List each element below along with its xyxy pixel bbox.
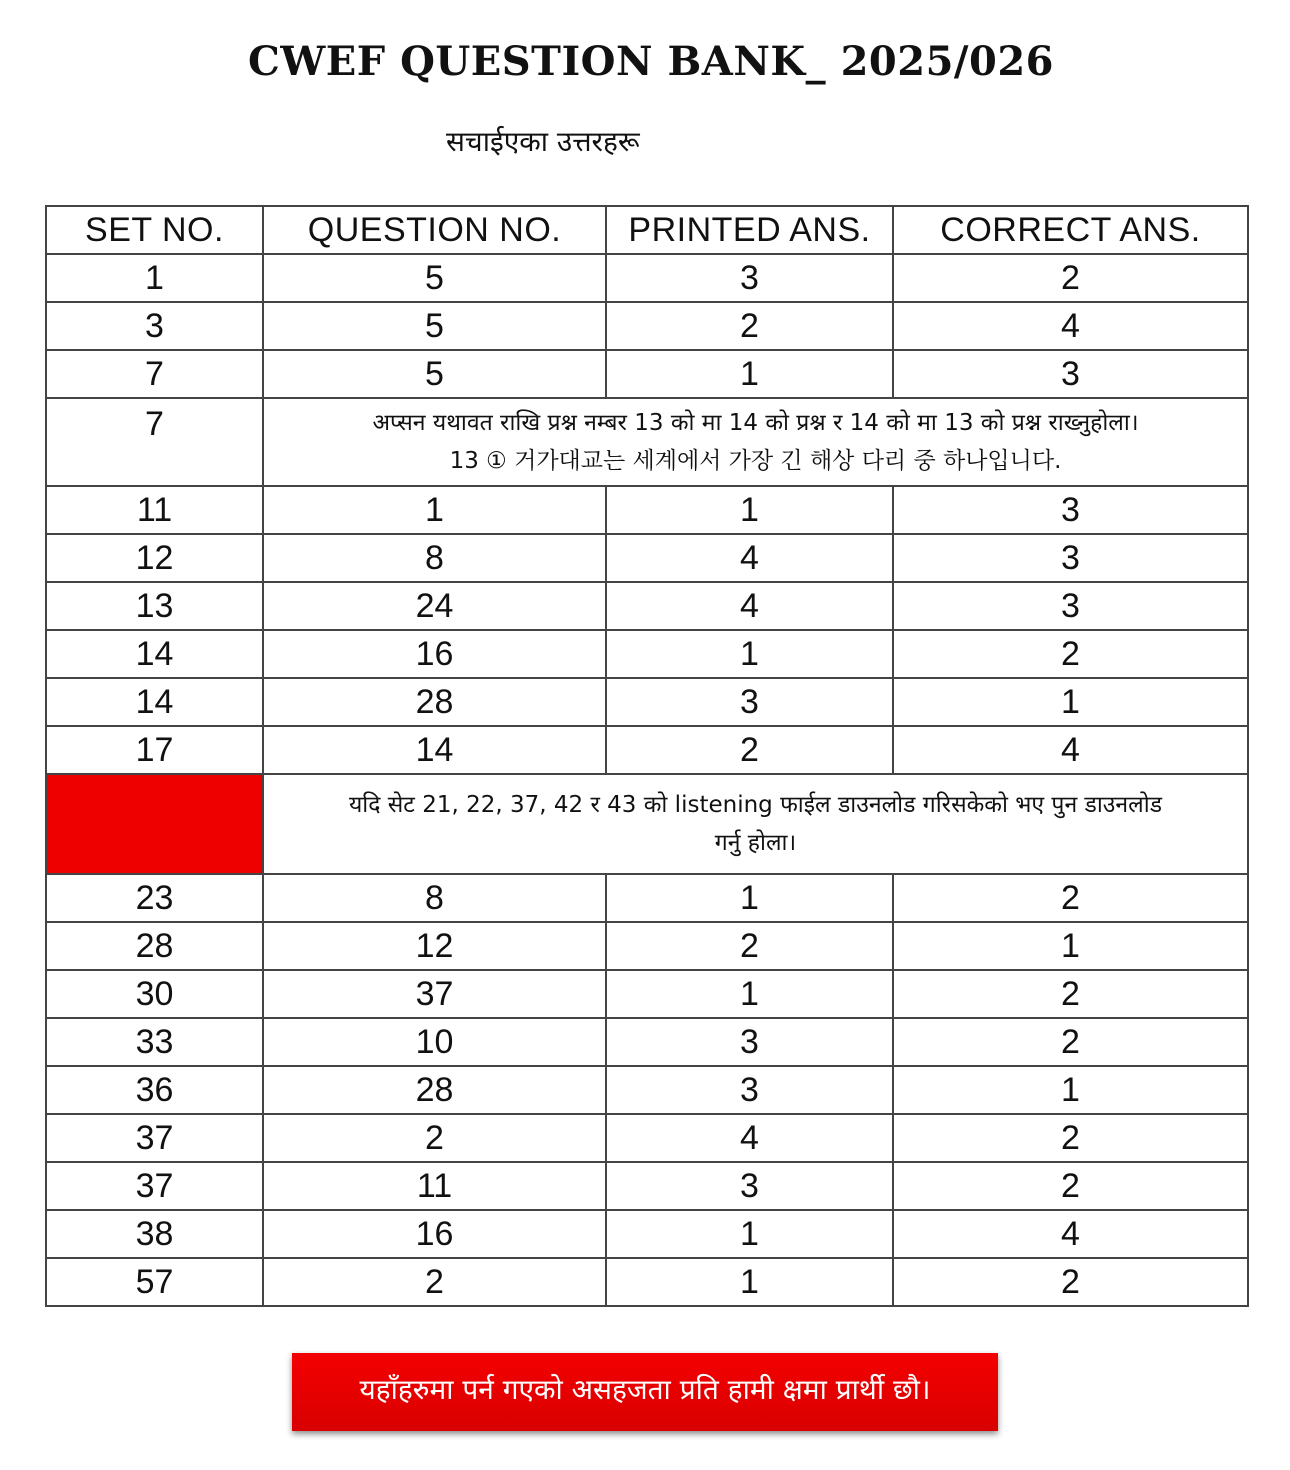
printed-ans-cell: 3 [606, 254, 893, 302]
question-no-cell: 8 [263, 534, 606, 582]
set-no-cell: 7 [46, 350, 263, 398]
table-row [46, 254, 1248, 302]
correct-ans-cell: 2 [893, 630, 1248, 678]
question-no-cell: 37 [263, 970, 606, 1018]
printed-ans-cell: 4 [606, 582, 893, 630]
correct-ans-cell: 3 [893, 534, 1248, 582]
table-row [46, 1210, 1248, 1258]
correct-ans-cell: 1 [893, 1066, 1248, 1114]
apology-banner: यहाँहरुमा पर्न गएको असहजता प्रति हामी क्षमा प्रार्थी छौ। [292, 1353, 998, 1431]
table-row [46, 874, 1248, 922]
correct-ans-cell: 2 [893, 1258, 1248, 1306]
table-row [46, 582, 1248, 630]
table-row [46, 922, 1248, 970]
set-no-cell: 3 [46, 302, 263, 350]
swap-note-line-1: अप्सन यथावत राखि प्रश्न नम्बर 13 को मा 14 को प्रश्न र 14 को मा 13 को प्रश्न राख्नुहोला। [372, 410, 1139, 436]
table-row [46, 1066, 1248, 1114]
set-no-cell: 38 [46, 1210, 263, 1258]
correct-ans-cell: 2 [893, 1018, 1248, 1066]
correct-ans-cell: 3 [893, 582, 1248, 630]
correct-ans-cell: 3 [893, 350, 1248, 398]
question-no-cell: 2 [263, 1114, 606, 1162]
set-no-cell: 7 [46, 398, 263, 486]
header-correct-ans: CORRECT ANS. [893, 206, 1248, 254]
printed-ans-cell: 4 [606, 534, 893, 582]
table-row [46, 534, 1248, 582]
printed-ans-cell: 2 [606, 922, 893, 970]
header-printed-ans: PRINTED ANS. [606, 206, 893, 254]
listening-note-line-1: यदि सेट 21, 22, 37, 42 र 43 को listening फाईल डाउनलोड गरिसकेको भए पुन डाउनलोड [348, 792, 1163, 818]
question-no-cell: 28 [263, 678, 606, 726]
set-no-cell: 13 [46, 582, 263, 630]
table-row [46, 1114, 1248, 1162]
listening-note-cell [263, 774, 1248, 874]
printed-ans-cell: 3 [606, 1066, 893, 1114]
red-marker-cell [46, 774, 263, 874]
listening-note-line-2: गर्नु होला। [714, 830, 797, 856]
correct-ans-cell: 4 [893, 302, 1248, 350]
table-row [46, 1018, 1248, 1066]
correct-ans-cell: 1 [893, 922, 1248, 970]
set-no-cell: 12 [46, 534, 263, 582]
question-no-cell: 16 [263, 1210, 606, 1258]
printed-ans-cell: 2 [606, 302, 893, 350]
set-no-cell: 14 [46, 630, 263, 678]
table-row [46, 678, 1248, 726]
printed-ans-cell: 3 [606, 1018, 893, 1066]
question-no-cell: 24 [263, 582, 606, 630]
set-no-cell: 17 [46, 726, 263, 774]
printed-ans-cell: 1 [606, 1258, 893, 1306]
question-no-cell: 28 [263, 1066, 606, 1114]
printed-ans-cell: 1 [606, 1210, 893, 1258]
question-no-cell: 12 [263, 922, 606, 970]
document-title: CWEF QUESTION BANK_ 2025/026 [248, 38, 1055, 85]
printed-ans-cell: 1 [606, 630, 893, 678]
printed-ans-cell: 1 [606, 970, 893, 1018]
correct-ans-cell: 4 [893, 1210, 1248, 1258]
table-row [46, 350, 1248, 398]
set-no-cell: 28 [46, 922, 263, 970]
table-row [46, 630, 1248, 678]
swap-note-line-2: 13 ① 거가대교는 세계에서 가장 긴 해상 다리 중 하나입니다. [449, 448, 1062, 474]
table-row-note-listening [46, 774, 1248, 874]
table-row [46, 1258, 1248, 1306]
set-no-cell: 33 [46, 1018, 263, 1066]
set-no-cell: 37 [46, 1162, 263, 1210]
swap-note-cell [263, 398, 1248, 486]
printed-ans-cell: 1 [606, 486, 893, 534]
correct-ans-cell: 2 [893, 254, 1248, 302]
printed-ans-cell: 4 [606, 1114, 893, 1162]
table-row-note-swap [46, 398, 1248, 486]
set-no-cell: 1 [46, 254, 263, 302]
printed-ans-cell: 3 [606, 678, 893, 726]
correct-ans-cell: 2 [893, 1162, 1248, 1210]
question-no-cell: 14 [263, 726, 606, 774]
correct-ans-cell: 3 [893, 486, 1248, 534]
table-header-row [46, 206, 1248, 254]
table-row [46, 486, 1248, 534]
header-set-no: SET NO. [46, 206, 263, 254]
set-no-cell: 11 [46, 486, 263, 534]
correct-ans-cell: 4 [893, 726, 1248, 774]
printed-ans-cell: 1 [606, 350, 893, 398]
correct-ans-cell: 1 [893, 678, 1248, 726]
question-no-cell: 2 [263, 1258, 606, 1306]
table-row [46, 302, 1248, 350]
printed-ans-cell: 3 [606, 1162, 893, 1210]
question-no-cell: 8 [263, 874, 606, 922]
question-no-cell: 5 [263, 254, 606, 302]
question-no-cell: 5 [263, 350, 606, 398]
table-row [46, 726, 1248, 774]
question-no-cell: 16 [263, 630, 606, 678]
set-no-cell: 30 [46, 970, 263, 1018]
question-no-cell: 5 [263, 302, 606, 350]
printed-ans-cell: 2 [606, 726, 893, 774]
question-no-cell: 1 [263, 486, 606, 534]
set-no-cell: 14 [46, 678, 263, 726]
answer-correction-table [45, 205, 1249, 1307]
set-no-cell: 37 [46, 1114, 263, 1162]
correct-ans-cell: 2 [893, 970, 1248, 1018]
correct-ans-cell: 2 [893, 1114, 1248, 1162]
set-no-cell: 23 [46, 874, 263, 922]
question-no-cell: 10 [263, 1018, 606, 1066]
printed-ans-cell: 1 [606, 874, 893, 922]
document-subtitle: सचाईएका उत्तरहरू [446, 125, 640, 158]
set-no-cell: 57 [46, 1258, 263, 1306]
correct-ans-cell: 2 [893, 874, 1248, 922]
set-no-cell: 36 [46, 1066, 263, 1114]
table-row [46, 1162, 1248, 1210]
header-question-no: QUESTION NO. [263, 206, 606, 254]
table-row [46, 970, 1248, 1018]
question-no-cell: 11 [263, 1162, 606, 1210]
